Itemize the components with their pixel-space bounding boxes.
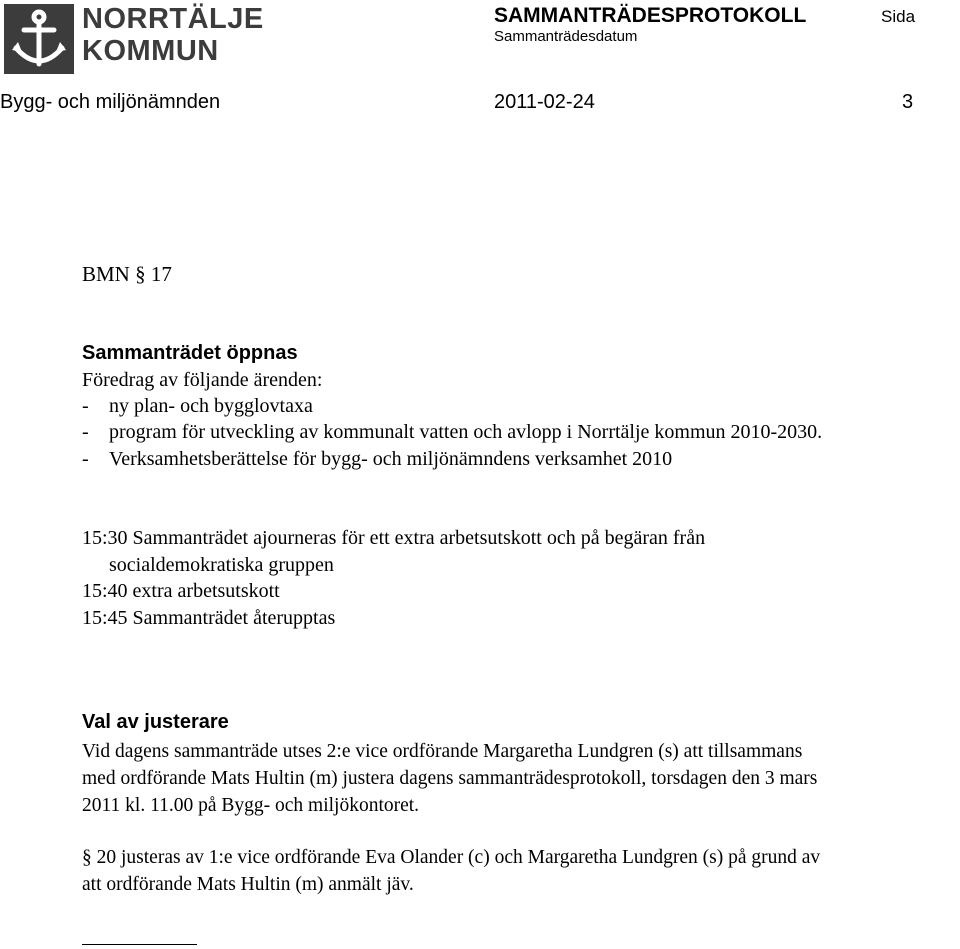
committee-name: Bygg- och miljönämnden — [0, 91, 221, 113]
norrtalje-anchor-logo-icon — [4, 4, 74, 74]
list-item — [82, 421, 822, 444]
timeline-entry: 15:45 Sammanträdet återupptas — [82, 607, 336, 629]
val-text-line: 2011 kl. 11.00 på Bygg- och miljökontoret. — [82, 795, 420, 816]
paragraph-reference — [82, 262, 172, 287]
page-label: Sida — [881, 7, 916, 26]
opening-intro: Föredrag av följande ärenden: — [82, 369, 323, 391]
jav-text-line — [82, 847, 820, 869]
document-title: SAMMANTRÄDESPROTOKOLL — [494, 4, 807, 27]
val-text-line: Vid dagens sammanträde utses 2:e vice ordförande Margaretha Lundgren (s) att tillsammans — [82, 741, 803, 762]
paragraph-prefix: BMN — [82, 262, 130, 286]
list-item-text: program för utveckling av kommunalt vatten och avlopp i Norrtälje kommun 2010-2030. — [109, 421, 823, 443]
logo-text-line-2: KOMMUN — [82, 35, 219, 67]
list-item — [82, 395, 313, 418]
section-symbol: § — [82, 847, 92, 868]
meeting-date: 2011-02-24 — [494, 91, 595, 113]
val-heading: Val av justerare — [82, 711, 229, 733]
list-item-text: Verksamhetsberättelse för bygg- och miljönämndens verksamhet 2010 — [109, 448, 673, 470]
logo-text-line-1: NORRTÄLJE — [82, 3, 264, 35]
page-number: 3 — [902, 91, 914, 113]
date-label: Sammanträdesdatum — [494, 28, 638, 45]
paragraph-number: 17 — [150, 262, 172, 286]
list-item-text: ny plan- och bygglovtaxa — [109, 395, 313, 417]
timeline-entry-continuation: socialdemokratiska gruppen — [109, 554, 334, 576]
section-symbol: § — [135, 262, 146, 286]
footnote-divider — [82, 944, 197, 945]
jav-text-line: att ordförande Mats Hultin (m) anmält jäv. — [82, 874, 414, 895]
list-dash: - — [82, 421, 89, 443]
jav-text: 20 justeras av 1:e vice ordförande Eva Olander (c) och Margaretha Lundgren (s) på grund av — [91, 847, 821, 868]
val-text-line: med ordförande Mats Hultin (m) justera dagens sammanträdesprotokoll, torsdagen den 3 mars — [82, 768, 818, 789]
timeline-entry: 15:40 extra arbetsutskott — [82, 580, 280, 602]
list-item — [82, 448, 672, 471]
opening-heading: Sammanträdet öppnas — [82, 342, 298, 364]
list-dash: - — [82, 395, 89, 417]
list-dash: - — [82, 448, 89, 470]
timeline-entry: 15:30 Sammanträdet ajourneras för ett extra arbetsutskott och på begäran från — [82, 527, 706, 549]
